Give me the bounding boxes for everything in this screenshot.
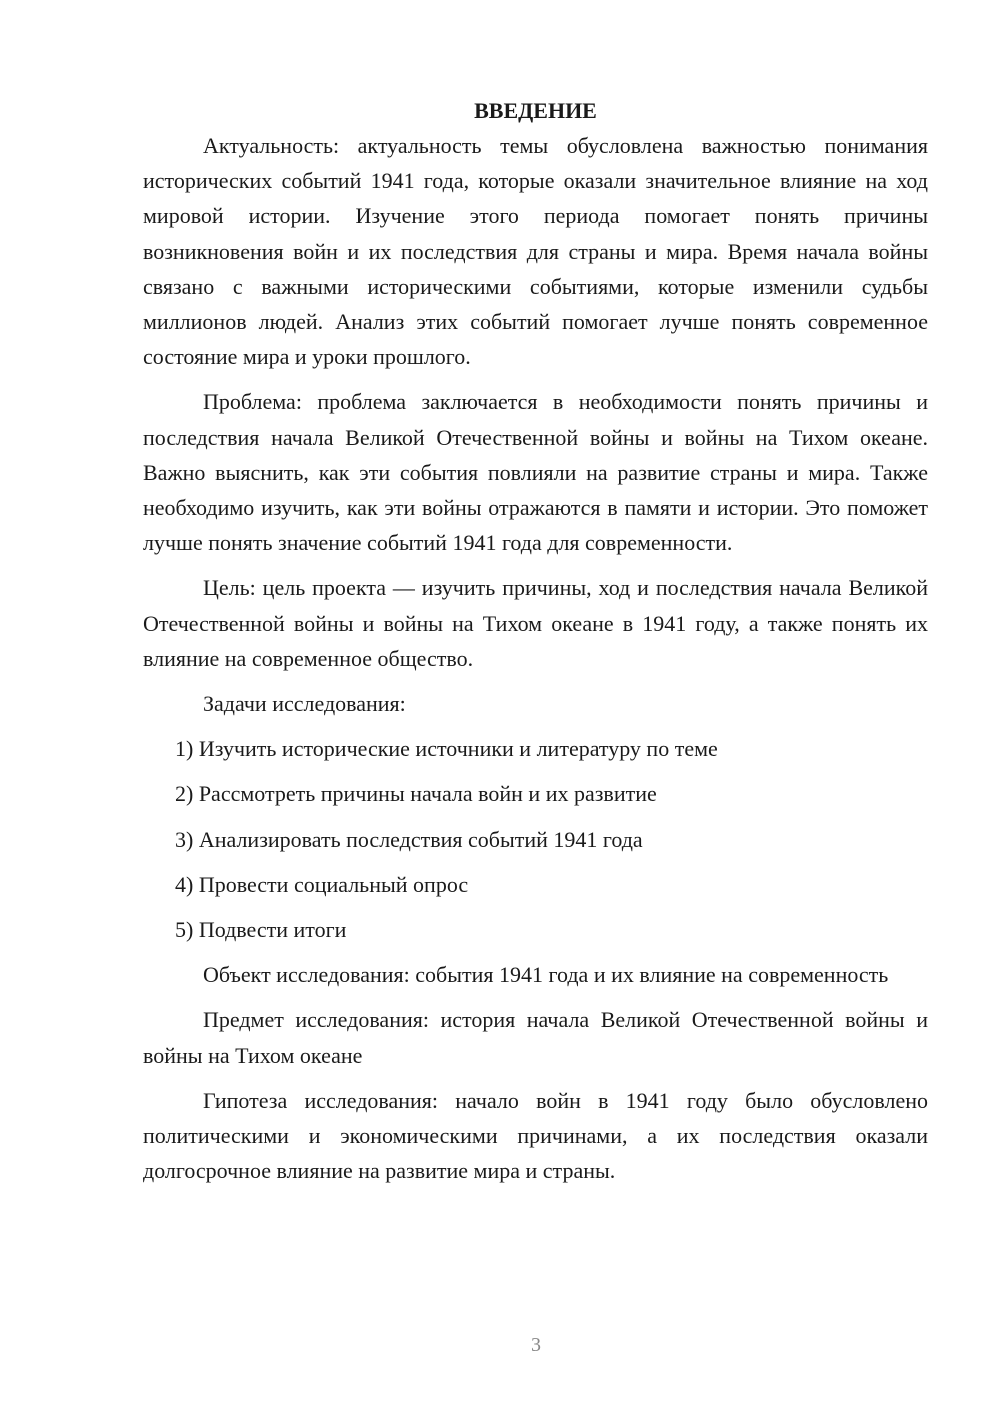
goal-paragraph: Цель: цель проекта — изучить причины, ход и последствия начала Великой Отечественной войны и войны на Тихом океане в 1941 году, а также понять их влияние на современное общество. — [143, 575, 928, 671]
tasks-list — [143, 731, 928, 947]
task-item: 4) Провести социальный опрос — [175, 871, 469, 897]
task-item: 1) Изучить исторические источники и литературу по теме — [175, 736, 718, 762]
subject-paragraph: Предмет исследования: история начала Великой Отечественной войны и войны на Тихом океане — [143, 1007, 928, 1068]
page-title: ВВЕДЕНИЕ — [474, 98, 597, 123]
task-item: 3) Анализировать последствия событий 1941 года — [175, 826, 643, 852]
tasks-heading: Задачи исследования: — [203, 691, 406, 717]
task-item: 5) Подвести итоги — [175, 917, 347, 943]
problem-paragraph: Проблема: проблема заключается в необходимости понять причины и последствия начала Великой Отечественной войны и войны на Тихом океане. Важно выяснить, как эти события повлияли на развитие страны и мира. Также необходимо изучить, как эти войны отражаются в памяти и истории. Это поможет лучше понять значение событий 1941 года для современности. — [143, 389, 928, 556]
relevance-paragraph: Актуальность: актуальность темы обусловлена важностью понимания исторических событий 1941 года, которые оказали значительное влияние на ход мировой истории. Изучение этого периода помогает понять причины возникновения войн и их последствия для страны и мира. Время начала войны связано с важными историческими событиями, которые изменили судьбы миллионов людей. Анализ этих событий помогает лучше понять современное состояние мира и уроки прошлого. — [143, 133, 928, 370]
task-item: 2) Рассмотреть причины начала войн и их развитие — [175, 781, 657, 807]
page-number: 3 — [531, 1334, 541, 1356]
document-page — [143, 96, 928, 1198]
object-paragraph: Объект исследования: события 1941 года и их влияние на современность — [203, 962, 889, 988]
hypothesis-paragraph: Гипотеза исследования: начало войн в 1941 году было обусловлено политическими и экономическими причинами, а их последствия оказали долгосрочное влияние на развитие мира и страны. — [143, 1087, 928, 1184]
